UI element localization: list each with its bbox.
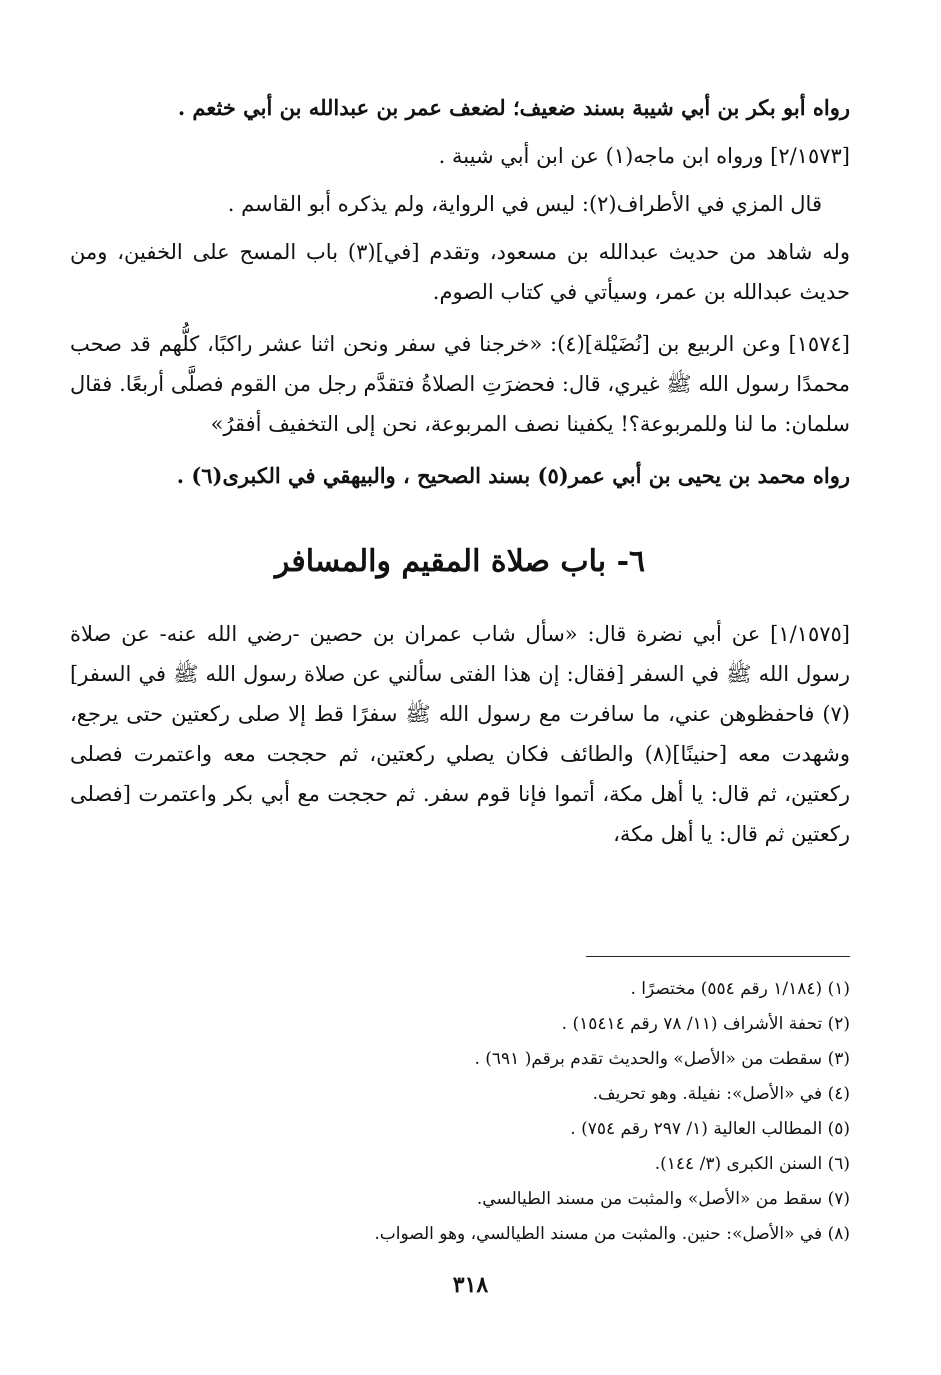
footnotes: [70, 972, 850, 1252]
footnote-7: (٧) سقط من «الأصل» والمثبت من مسند الطيالسي.: [476, 1189, 850, 1209]
page-body: [70, 88, 850, 854]
footnote-8: (٨) في «الأصل»: حنين. والمثبت من مسند الطيالسي، وهو الصواب.: [374, 1224, 850, 1244]
footnote-5: (٥) المطالب العالية (١/ ٢٩٧ رقم ٧٥٤) .: [570, 1119, 850, 1139]
paragraph-hadith-1573-2: [٢/١٥٧٣] ورواه ابن ماجه(١) عن ابن أبي شيبة .: [438, 144, 850, 168]
footnote-3: (٣) سقطت من «الأصل» والحديث تقدم برقم( ٦٩١) .: [474, 1049, 850, 1069]
footnote-1: (١) (١/١٨٤ رقم ٥٥٤) مختصرًا .: [630, 979, 850, 999]
footnote-6: (٦) السنن الكبرى (٣/ ١٤٤).: [654, 1154, 850, 1174]
paragraph-hadith-1575: [١/١٥٧٥] عن أبي نضرة قال: «سأل شاب عمران بن حصين -رضي الله عنه- عن صلاة رسول الله ﷺ في السفر [فقال: إن هذا الفتى سألني عن صلاة رسول الله ﷺ في السفر](٧) فاحفظوهن عني، ما سافرت مع رسول الله ﷺ سفرًا قط إلا صلى ركعتين حتى يرجع، وشهدت معه [حنينًا](٨) والطائف فكان يصلي ركعتين، ثم حججت معه واعتمرت فصلى ركعتين، ثم قال: يا أهل مكة، أتموا فإنا قوم سفر. ثم حججت مع أبي بكر واعتمرت [فصلى ركعتين ثم قال: يا أهل مكة،: [70, 622, 850, 846]
footnote-4: (٤) في «الأصل»: نفيلة. وهو تحريف.: [592, 1084, 850, 1104]
footnote-2: (٢) تحفة الأشراف (١١/ ٧٨ رقم ١٥٤١٤) .: [561, 1014, 850, 1034]
paragraph-witness-note: وله شاهد من حديث عبدالله بن مسعود، وتقدم [في](٣) باب المسح على الخفين، ومن حديث عبدالله بن عمر، وسيأتي في كتاب الصوم.: [70, 240, 850, 304]
chapter-heading: ٦- باب صلاة المقيم والمسافر: [274, 544, 646, 579]
page-number: ٣١٨: [452, 1272, 489, 1298]
paragraph-hadith-1574: [١٥٧٤] وعن الربيع بن [نُضَيْلة](٤): «خرجنا في سفر ونحن اثنا عشر راكبًا، كلُّهم قد صحب محمدًا رسول الله ﷺ غيري، قال: فحضرَتِ الصلاةُ فتقدَّم رجل من القوم فصلَّى أربعًا. فقال سلمان: ما لنا وللمربوعة؟! يكفينا نصف المربوعة، نحن إلى التخفيف أفقرُ»: [70, 332, 850, 436]
paragraph-hadith-1573-grading: رواه أبو بكر بن أبي شيبة بسند ضعيف؛ لضعف عمر بن عبدالله بن أبي خثعم .: [177, 95, 850, 120]
footnote-divider: [586, 956, 850, 957]
paragraph-mizzi-note: قال المزي في الأطراف(٢): ليس في الرواية، ولم يذكره أبو القاسم .: [227, 192, 822, 216]
paragraph-hadith-1574-grading: رواه محمد بن يحيى بن أبي عمر(٥) بسند الصحيح ، والبيهقي في الكبرى(٦) .: [176, 463, 850, 488]
